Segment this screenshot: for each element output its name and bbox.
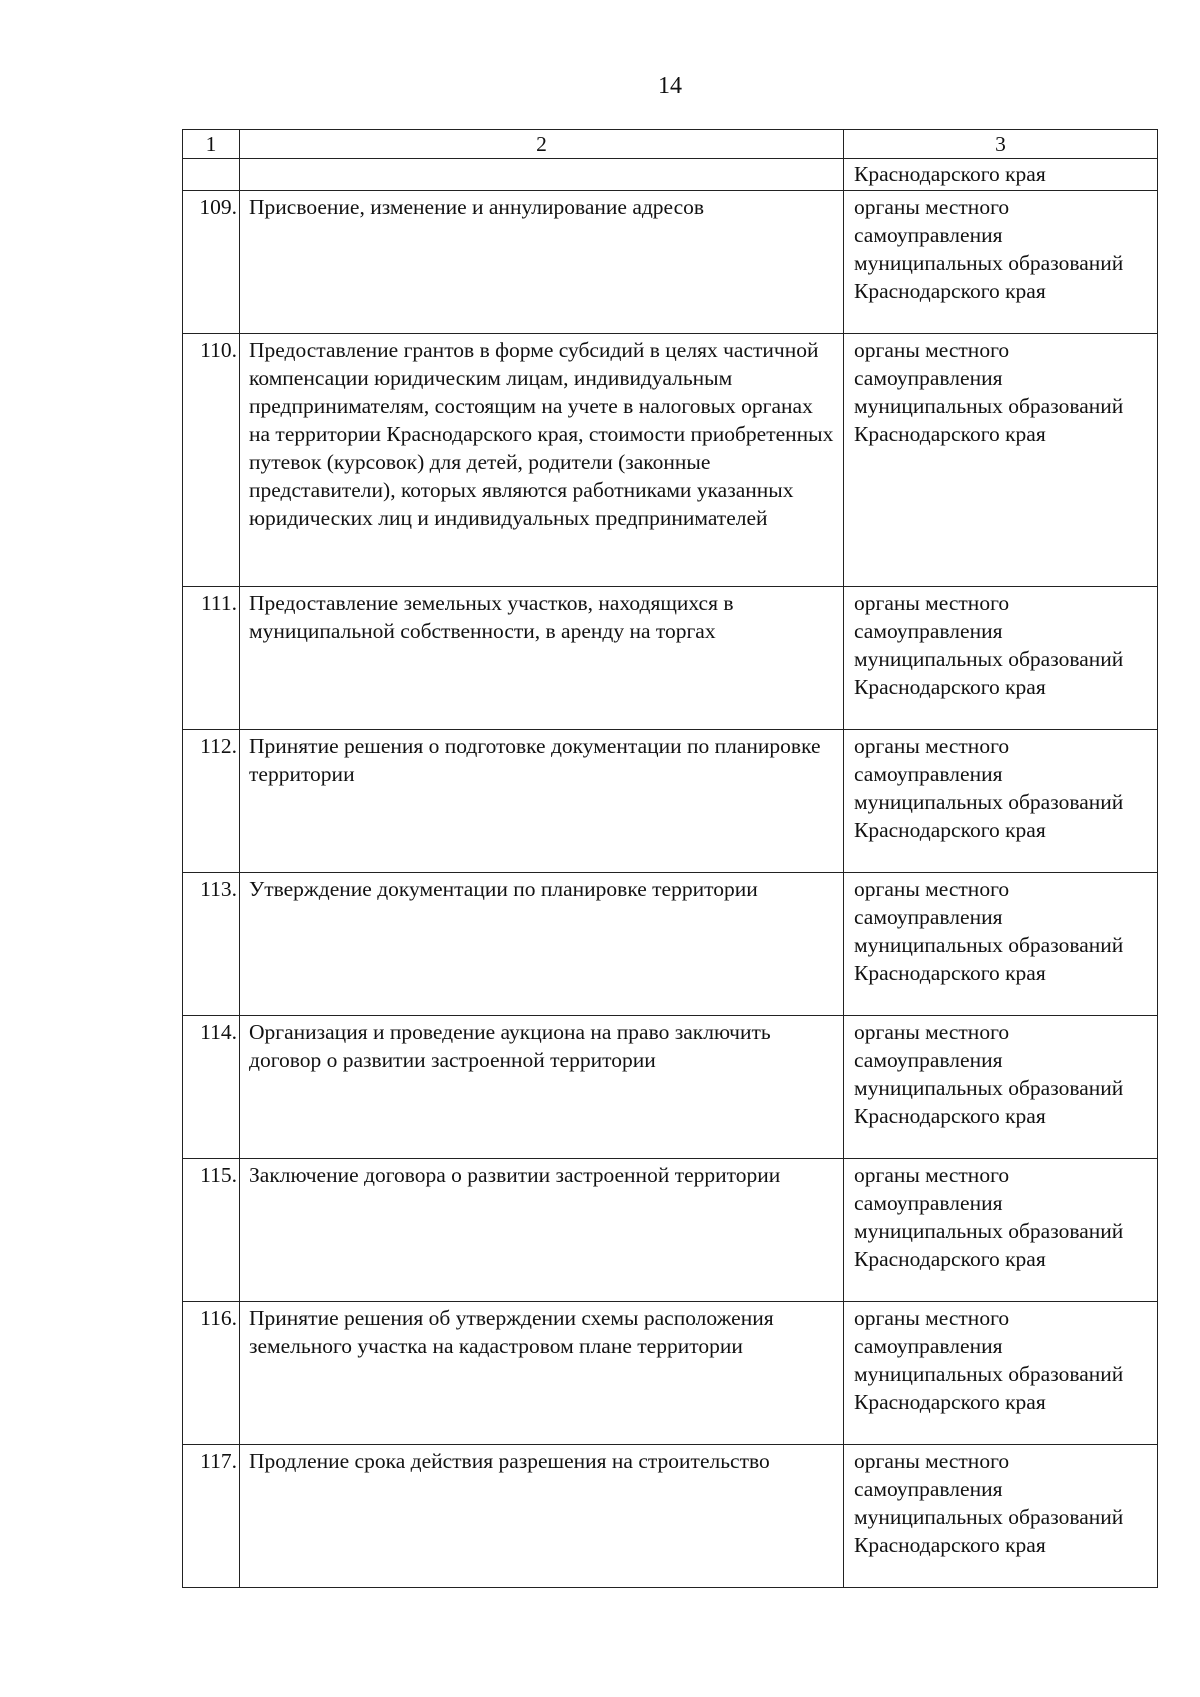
table-row <box>183 587 1158 730</box>
column-header-3: 3 <box>844 130 1158 159</box>
continuation-num-cell <box>183 159 240 191</box>
continuation-authority: Краснодарского края <box>854 162 1046 186</box>
authority-name: органы местного самоуправления муниципальных образований Краснодарского края <box>854 338 1124 446</box>
authority-name: органы местного самоуправления муниципальных образований Краснодарского края <box>854 1163 1124 1271</box>
page-number: 14 <box>658 73 682 99</box>
authority-cell <box>844 191 1158 334</box>
continuation-row <box>183 159 1158 191</box>
service-cell <box>240 1159 844 1302</box>
row-number: 115. <box>200 1163 237 1187</box>
row-number-cell <box>183 334 240 587</box>
table-row <box>183 334 1158 587</box>
table-row <box>183 1302 1158 1445</box>
authority-name: органы местного самоуправления муниципальных образований Краснодарского края <box>854 1306 1124 1414</box>
row-number: 114. <box>200 1020 237 1044</box>
authority-cell <box>844 1159 1158 1302</box>
service-name: Организация и проведение аукциона на право заключить договор о развитии застроенной территории <box>249 1020 771 1072</box>
service-cell <box>240 1016 844 1159</box>
services-table <box>182 129 1158 1588</box>
row-number-cell <box>183 191 240 334</box>
service-cell <box>240 587 844 730</box>
service-cell <box>240 873 844 1016</box>
continuation-service-cell <box>240 159 844 191</box>
row-number: 110. <box>200 338 237 362</box>
service-cell <box>240 191 844 334</box>
row-number-cell <box>183 1302 240 1445</box>
authority-cell <box>844 1445 1158 1588</box>
authority-cell <box>844 1302 1158 1445</box>
column-header-1: 1 <box>183 130 240 159</box>
service-name: Принятие решения о подготовке документации по планировке территории <box>249 734 821 786</box>
service-name: Утверждение документации по планировке территории <box>249 877 758 901</box>
row-number: 116. <box>200 1306 237 1330</box>
row-number: 109. <box>199 195 237 219</box>
row-number: 111. <box>200 591 237 615</box>
authority-name: органы местного самоуправления муниципальных образований Краснодарского края <box>854 591 1124 699</box>
service-name: Продление срока действия разрешения на строительство <box>249 1449 770 1473</box>
service-name: Заключение договора о развитии застроенной территории <box>249 1163 781 1187</box>
table-row <box>183 873 1158 1016</box>
table-row <box>183 191 1158 334</box>
table-row <box>183 1159 1158 1302</box>
authority-name: органы местного самоуправления муниципальных образований Краснодарского края <box>854 1449 1124 1557</box>
row-number: 113. <box>200 877 237 901</box>
table-header-row <box>183 130 1158 159</box>
row-number-cell <box>183 587 240 730</box>
table-row <box>183 1445 1158 1588</box>
column-header-2: 2 <box>240 130 844 159</box>
authority-name: органы местного самоуправления муниципальных образований Краснодарского края <box>854 877 1124 985</box>
authority-cell <box>844 730 1158 873</box>
service-cell <box>240 1445 844 1588</box>
row-number: 112. <box>200 734 237 758</box>
service-name: Присвоение, изменение и аннулирование адресов <box>249 195 705 219</box>
table-row <box>183 730 1158 873</box>
service-cell <box>240 334 844 587</box>
authority-name: органы местного самоуправления муниципальных образований Краснодарского края <box>854 195 1124 303</box>
row-number-cell <box>183 873 240 1016</box>
row-number-cell <box>183 1159 240 1302</box>
continuation-authority-cell <box>844 159 1158 191</box>
authority-cell <box>844 587 1158 730</box>
table-row <box>183 1016 1158 1159</box>
service-cell <box>240 730 844 873</box>
authority-name: органы местного самоуправления муниципальных образований Краснодарского края <box>854 734 1124 842</box>
service-name: Предоставление грантов в форме субсидий в целях частичной компенсации юридическим лицам, индивидуальным предпринимателям, состоящим на учете в налоговых органах на территории Краснодарского края, стоимости приобретенных путевок (курсовок) для детей, родители (законные представители), которых являются работниками указанных юридических лиц и индивидуальных предпринимателей <box>249 338 834 530</box>
authority-cell <box>844 334 1158 587</box>
row-number-cell <box>183 1016 240 1159</box>
row-number-cell <box>183 1445 240 1588</box>
row-number-cell <box>183 730 240 873</box>
authority-cell <box>844 873 1158 1016</box>
authority-cell <box>844 1016 1158 1159</box>
authority-name: органы местного самоуправления муниципальных образований Краснодарского края <box>854 1020 1124 1128</box>
row-number: 117. <box>200 1449 237 1473</box>
service-name: Предоставление земельных участков, находящихся в муниципальной собственности, в аренду на торгах <box>249 591 734 643</box>
service-cell <box>240 1302 844 1445</box>
service-name: Принятие решения об утверждении схемы расположения земельного участка на кадастровом плане территории <box>249 1306 774 1358</box>
